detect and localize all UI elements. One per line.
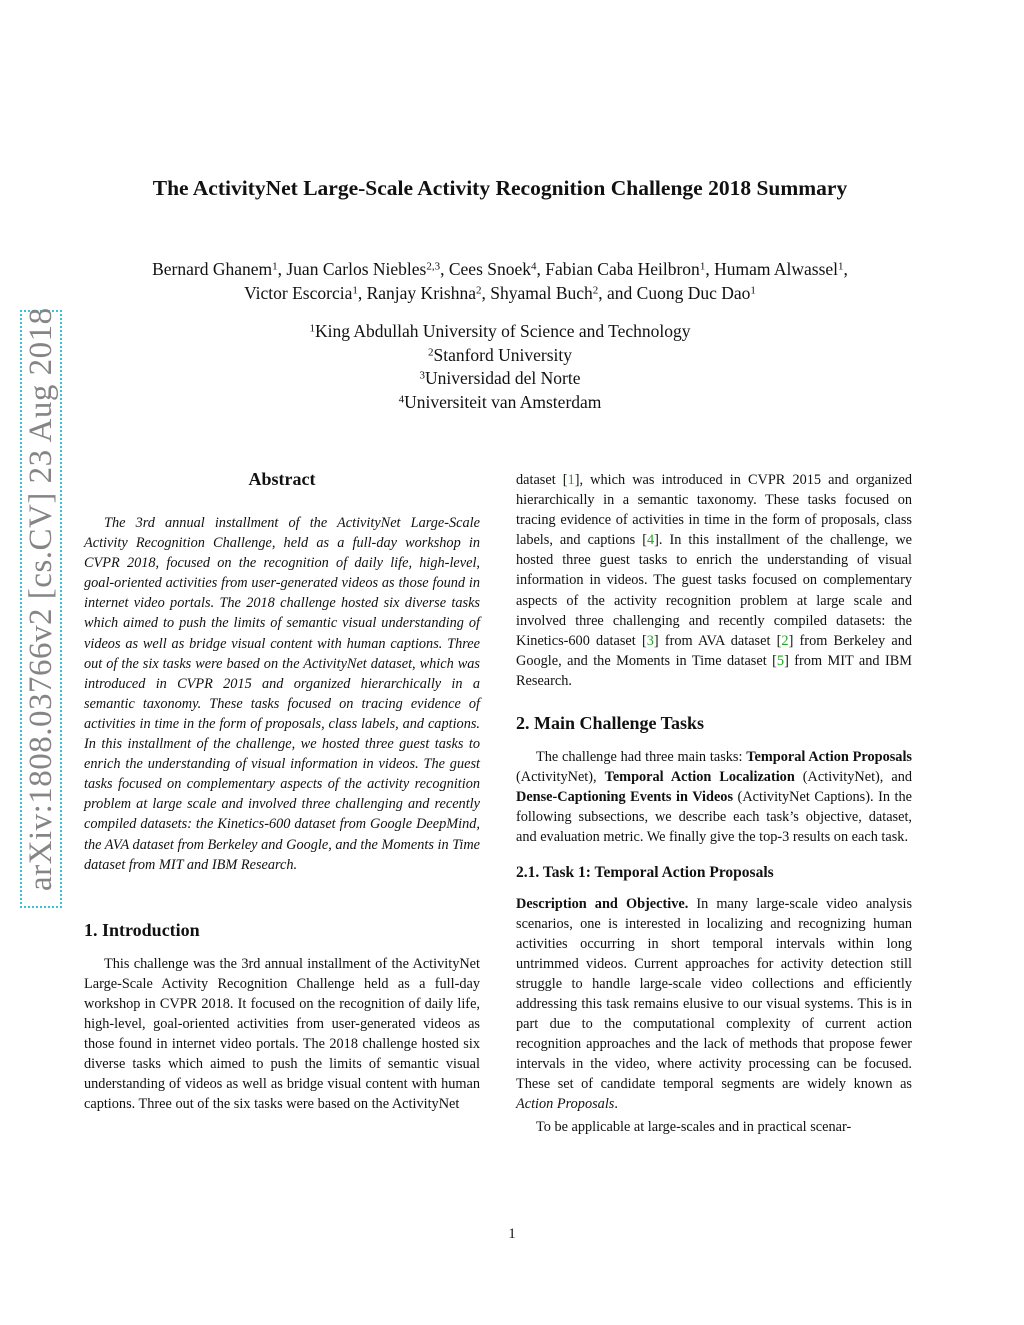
section-2-heading: 2. Main Challenge Tasks <box>516 713 705 734</box>
section-2-1-body: Description and Objective. In many large-scale video analysis scenarios, one is interested in localizing and recognizing human activities occurring in short temporal intervals within long untrimmed videos. Current approaches for activity detection still struggle to handle large-scale video collections and efficiently addressing this task remains elusive to our visual systems. This is in part due to the computational complexity of current action recognition approaches and the lack of methods that propose fewer intervals in the video, where activity processing can be focused. These set of candidate temporal segments are widely known as Action Proposals. <box>516 895 913 1113</box>
citation-link[interactable]: 4 <box>646 532 655 549</box>
citation-link[interactable]: 5 <box>776 652 785 669</box>
affiliation: $^3$Universidad del Norte <box>419 368 581 388</box>
author-name: Victor Escorcia <box>244 283 353 303</box>
author-name: , Humam Alwassel <box>705 259 839 279</box>
section-2-body: The challenge had three main tasks: Temporal Action Proposals (ActivityNet), Temporal Action Localization (ActivityNet), and Dense-Captioning Events in Videos (ActivityNet Captions). In the following subsections, we describe each task’s objective, dataset, and evaluation metric. We finally give the top-3 results on each task. <box>516 749 913 846</box>
task-name: Dense-Captioning Events in Videos <box>516 789 734 806</box>
author-name: , Juan Carlos Niebles <box>277 259 427 279</box>
abstract-body: The 3rd annual installment of the ActivityNet Large-Scale Activity Recognition Challenge, held as a full-day workshop in CVPR 2018, focused on the recognition of daily life, high-level, goal-oriented activities from user-generated videos as those found in internet video portals. The 2018 challenge hosted six diverse tasks which aimed to push the limits of semantic visual understanding of videos as well as bridge visual content with human captions. Three out of the six tasks were based on the ActivityNet dataset, which was introduced in CVPR 2015 and organized hierarchically in a semantic taxonomy. These tasks focused on tracing evidence of activities in time in the form of proposals, class labels, and captions. In this installment of the challenge, we hosted three guest tasks to enrich the understanding of visual information in videos. The guest tasks focused on complementary aspects of the activity recognition problem at large scale and involved three challenging and recently compiled datasets: the Kinetics-600 dataset from Google DeepMind, the AVA dataset from Berkeley and Google, and the Moments in Time dataset from MIT and IBM Research. <box>84 515 480 873</box>
author-list <box>84 257 916 305</box>
page-number: 1 <box>508 1226 516 1242</box>
author-affil-mark: 2,3 <box>426 260 441 273</box>
author-affil-mark: 1 <box>838 260 844 273</box>
term-italic: Action Proposals <box>516 1096 615 1113</box>
author-affil-mark: 1 <box>699 260 706 273</box>
author-affil-mark: 2 <box>592 284 599 297</box>
author-name: , Fabian Caba Heilbron <box>536 259 700 279</box>
affiliation-list <box>84 320 916 414</box>
affiliation: $^4$Universiteit van Amsterdam <box>398 391 602 412</box>
citation-link[interactable]: 1 <box>567 472 575 488</box>
arxiv-identifier[interactable]: arXiv:1808.03766v2 [cs.CV] 23 Aug 2018 <box>23 307 59 891</box>
right-column <box>516 470 912 1137</box>
task-name: Temporal Action Localization <box>604 769 795 786</box>
citation-link[interactable]: 3 <box>646 632 654 649</box>
section-2-1-heading: 2.1. Task 1: Temporal Action Proposals <box>516 863 774 881</box>
author-name: Bernard Ghanem <box>152 259 273 279</box>
author-affil-mark: 4 <box>531 260 537 273</box>
author-separator: , <box>843 259 848 279</box>
affiliation: $^2$Stanford University <box>427 344 573 365</box>
citation-link[interactable]: 2 <box>781 632 789 649</box>
abstract-heading: Abstract <box>248 469 316 489</box>
introduction-heading: 1. Introduction <box>84 919 200 940</box>
author-affil-mark: 2 <box>475 284 482 297</box>
introduction-body: This challenge was the 3rd annual installment of the ActivityNet Large-Scale Activity Recognition Challenge held as a full-day workshop in CVPR 2018. It focused on the recognition of daily life, high-level, goal-oriented activities from user-generated videos as those found in internet video portals. The 2018 challenge hosted six diverse tasks which aimed to push the limits of semantic visual understanding of videos as well as bridge visual content with human captions. Three out of the six tasks were based on the ActivityNet <box>84 955 480 1113</box>
author-affil-mark: 1 <box>750 284 756 297</box>
paper-title: The ActivityNet Large-Scale Activity Recognition Challenge 2018 Summary <box>152 176 848 200</box>
author-name: , Ranjay Krishna <box>357 283 476 303</box>
author-name: , and Cuong Duc Dao <box>598 283 751 303</box>
affiliation: $^1$King Abdullah University of Science and Technology <box>309 321 691 341</box>
author-affil-mark: 1 <box>272 260 278 273</box>
author-name: , Cees Snoek <box>440 259 532 279</box>
task-name: Temporal Action Proposals <box>746 749 912 766</box>
author-affil-mark: 1 <box>352 284 358 297</box>
paragraph-lead: Description and Objective. <box>516 895 689 912</box>
left-column <box>84 467 480 1114</box>
section-2-1-next-paragraph: To be applicable at large-scales and in practical scenar- <box>536 1118 852 1135</box>
author-name: , Shyamal Buch <box>481 283 593 303</box>
introduction-continued: dataset [1], which was introduced in CVPR 2015 and organized hierarchically in a semantic taxonomy. These tasks focused on tracing evidence of activities in time in the form of proposals, class labels, and captions [4]. In this installment of the challenge, we hosted three guest tasks to enrich the understanding of visual information in videos. The guest tasks focused on complementary aspects of the activity recognition problem at large scale and involved three challenging and recently compiled datasets: the Kinetics-600 dataset [3] from AVA dataset [2] from Berkeley and Google, and the Moments in Time dataset [5] from MIT and IBM Research. <box>516 472 912 689</box>
